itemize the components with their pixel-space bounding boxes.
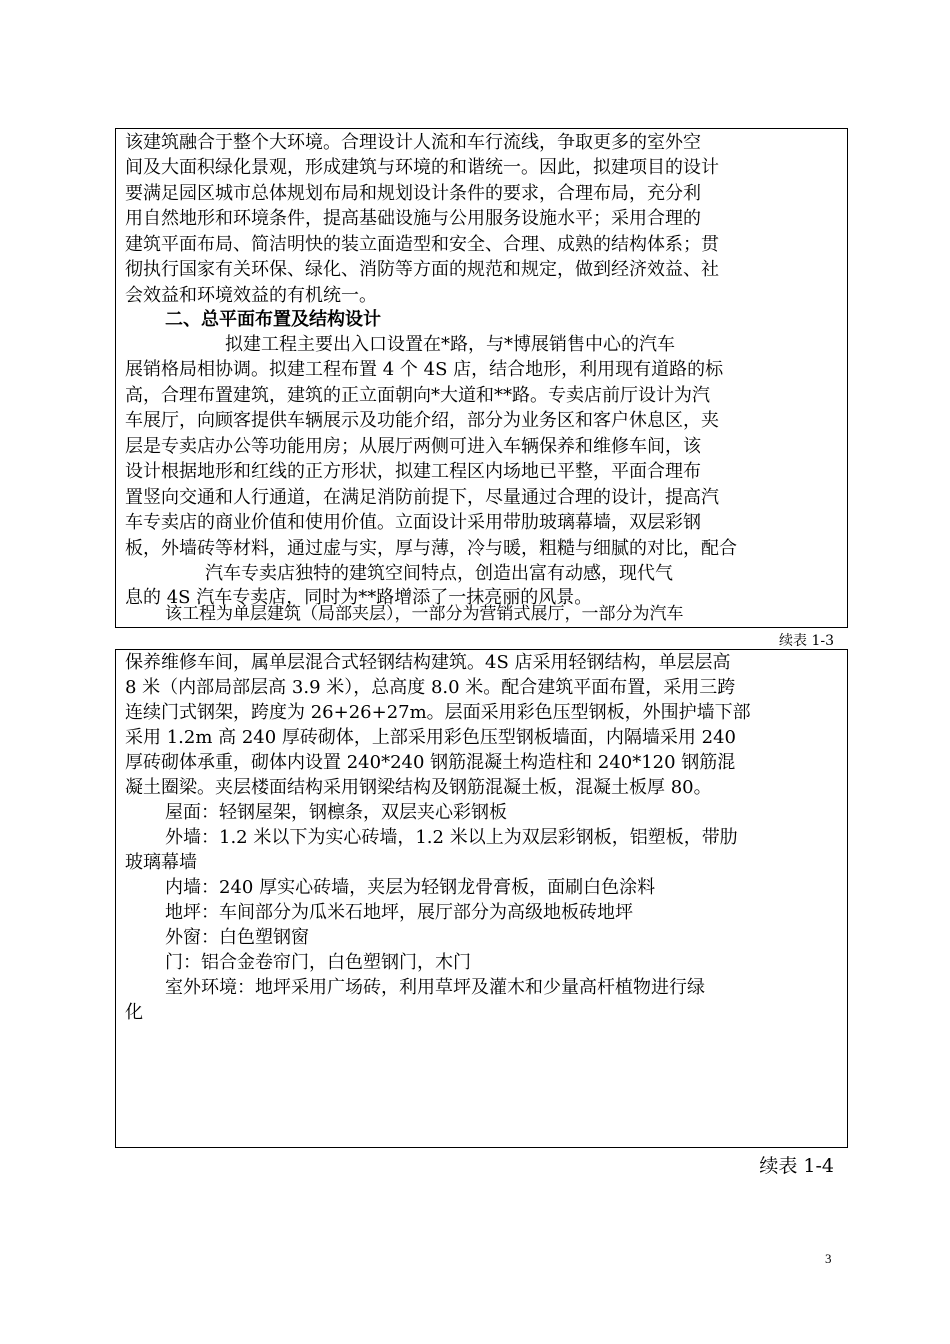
text-line: 屋面：轻钢屋架，钢檩条，双层夹心彩钢板 xyxy=(165,802,507,823)
text-line: 门：铝合金卷帘门，白色塑钢门，木门 xyxy=(165,952,471,973)
text-line: 内墙：240 厚实心砖墙，夹层为轻钢龙骨膏板，面刷白色涂料 xyxy=(165,877,656,898)
text-line: 拟建工程主要出入口设置在*路，与*博展销售中心的汽车 xyxy=(225,334,675,355)
text-line: 连续门式钢架，跨度为 26+26+27m。层面采用彩色压型钢板，外围护墙下部 xyxy=(125,702,751,723)
text-line: 该建筑融合于整个大环境。合理设计人流和车行流线，争取更多的室外空 xyxy=(125,132,701,153)
text-line: 建筑平面布局、简洁明快的装立面造型和安全、合理、成熟的结构体系；贯 xyxy=(125,234,719,255)
text-line: 展销格局相协调。拟建工程布置 4 个 4S 店，结合地形，利用现有道路的标 xyxy=(125,359,724,380)
text-line: 化 xyxy=(125,1002,143,1023)
text-line: 厚砖砌体承重，砌体内设置 240*240 钢筋混凝土构造柱和 240*120 钢筋混 xyxy=(125,752,736,773)
text-line: 该工程为单层建筑（局部夹层），一部分为营销式展厅，一部分为汽车 xyxy=(165,604,684,624)
text-line: 彻执行国家有关环保、绿化、消防等方面的规范和规定，做到经济效益、社 xyxy=(125,259,719,280)
text-line: 用自然地形和环境条件，提高基础设施与公用服务设施水平；采用合理的 xyxy=(125,208,701,229)
text-line: 设计根据地形和红线的正方形状，拟建工程区内场地已平整，平面合理布 xyxy=(125,461,701,482)
text-box-2 xyxy=(115,649,848,1148)
text-line: 8 米（内部局部层高 3.9 米），总高度 8.0 米。配合建筑平面布置，采用三跨 xyxy=(125,677,736,698)
text-line: 玻璃幕墙 xyxy=(125,852,197,873)
text-line: 凝土圈梁。夹层楼面结构采用钢梁结构及钢筋混凝土板，混凝土板厚 80。 xyxy=(125,777,712,798)
text-line: 板，外墙砖等材料，通过虚与实，厚与薄，冷与暖，粗糙与细腻的对比，配合 xyxy=(125,538,737,559)
text-line: 外窗：白色塑钢窗 xyxy=(165,927,309,948)
page-number: 3 xyxy=(825,1251,832,1266)
text-line: 地坪：车间部分为瓜米石地坪，展厅部分为高级地板砖地坪 xyxy=(165,902,633,923)
table-caption: 续表 1-3 xyxy=(779,633,834,649)
text-line: 外墙：1.2 米以下为实心砖墙，1.2 米以上为双层彩钢板，铝塑板，带肋 xyxy=(165,827,738,848)
text-line: 会效益和环境效益的有机统一。 xyxy=(125,285,377,306)
text-line: 置竖向交通和人行通道，在满足消防前提下，尽量通过合理的设计，提高汽 xyxy=(125,487,719,508)
text-line: 息的 4S 汽车专卖店，同时为**路增添了一抹亮丽的风景。 xyxy=(125,587,593,608)
text-line: 汽车专卖店独特的建筑空间特点，创造出富有动感，现代气 xyxy=(205,563,673,584)
section-heading: 二、总平面布置及结构设计 xyxy=(165,309,381,330)
text-line: 车专卖店的商业价值和使用价值。立面设计采用带肋玻璃幕墙，双层彩钢 xyxy=(125,512,701,533)
text-line: 要满足园区城市总体规划布局和规划设计条件的要求，合理布局，充分利 xyxy=(125,183,701,204)
text-line: 保养维修车间，属单层混合式轻钢结构建筑。4S 店采用轻钢结构，单层层高 xyxy=(125,652,731,673)
table-caption: 续表 1-4 xyxy=(759,1155,834,1177)
text-line: 车展厅，向顾客提供车辆展示及功能介绍，部分为业务区和客户休息区，夹 xyxy=(125,410,719,431)
text-line: 高，合理布置建筑，建筑的正立面朝向*大道和**路。专卖店前厅设计为汽 xyxy=(125,385,710,406)
text-line: 室外环境：地坪采用广场砖，利用草坪及灌木和少量高杆植物进行绿 xyxy=(165,977,705,998)
text-line: 间及大面积绿化景观，形成建筑与环境的和谐统一。因此，拟建项目的设计 xyxy=(125,157,719,178)
text-line: 层是专卖店办公等功能用房；从展厅两侧可进入车辆保养和维修车间，该 xyxy=(125,436,701,457)
text-box-1 xyxy=(115,128,848,628)
text-line: 采用 1.2m 高 240 厚砖砌体，上部采用彩色压型钢板墙面，内隔墙采用 240 xyxy=(125,727,737,748)
